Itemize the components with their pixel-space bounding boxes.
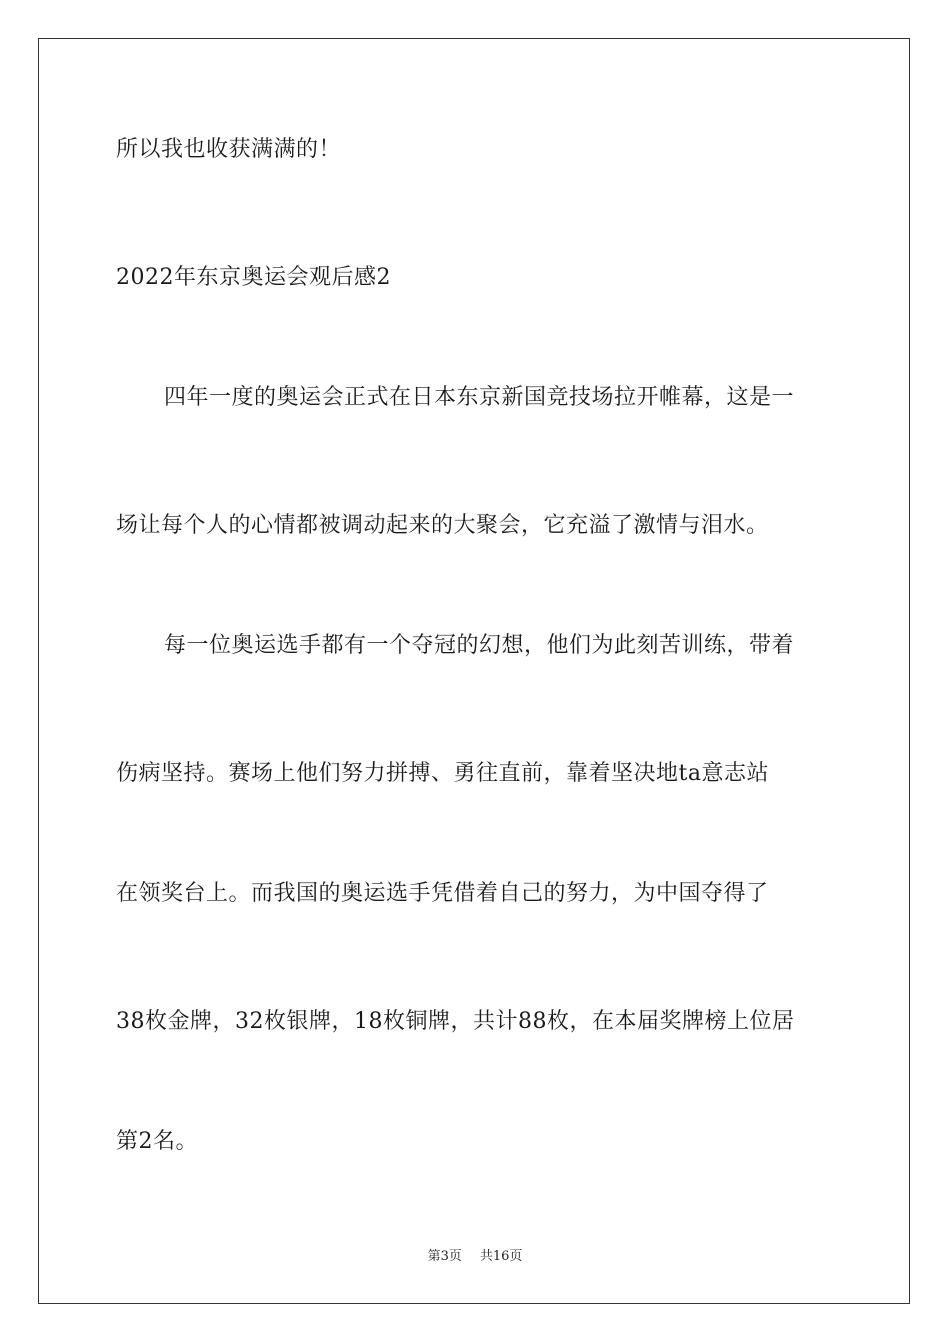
paragraph-1-line-2: 场让每个人的心情都被调动起来的大聚会，它充溢了激情与泪水。 bbox=[116, 513, 769, 538]
text-line-1: 所以我也收获满满的！ bbox=[116, 137, 342, 162]
page-footer bbox=[0, 1248, 950, 1266]
page-border bbox=[38, 38, 910, 1304]
paragraph-2-line-1: 每一位奥运选手都有一个夺冠的幻想，他们为此刻苦训练，带着 bbox=[164, 633, 795, 658]
paragraph-2-line-5: 第2名。 bbox=[116, 1129, 198, 1154]
page-number: 第3页 bbox=[427, 1249, 462, 1264]
paragraph-2-line-4: 38枚金牌，32枚银牌，18枚铜牌，共计88枚，在本届奖牌榜上位居 bbox=[116, 1009, 795, 1034]
section-heading: 2022年东京奥运会观后感2 bbox=[116, 265, 391, 290]
paragraph-1-line-1: 四年一度的奥运会正式在日本东京新国竞技场拉开帷幕，这是一 bbox=[164, 385, 795, 410]
paragraph-2-line-3: 在领奖台上。而我国的奥运选手凭借着自己的努力，为中国夺得了 bbox=[116, 881, 769, 906]
page-total: 共16页 bbox=[479, 1249, 523, 1264]
paragraph-2-line-2: 伤病坚持。赛场上他们努力拼搏、勇往直前，靠着坚决地ta意志站 bbox=[116, 761, 769, 786]
